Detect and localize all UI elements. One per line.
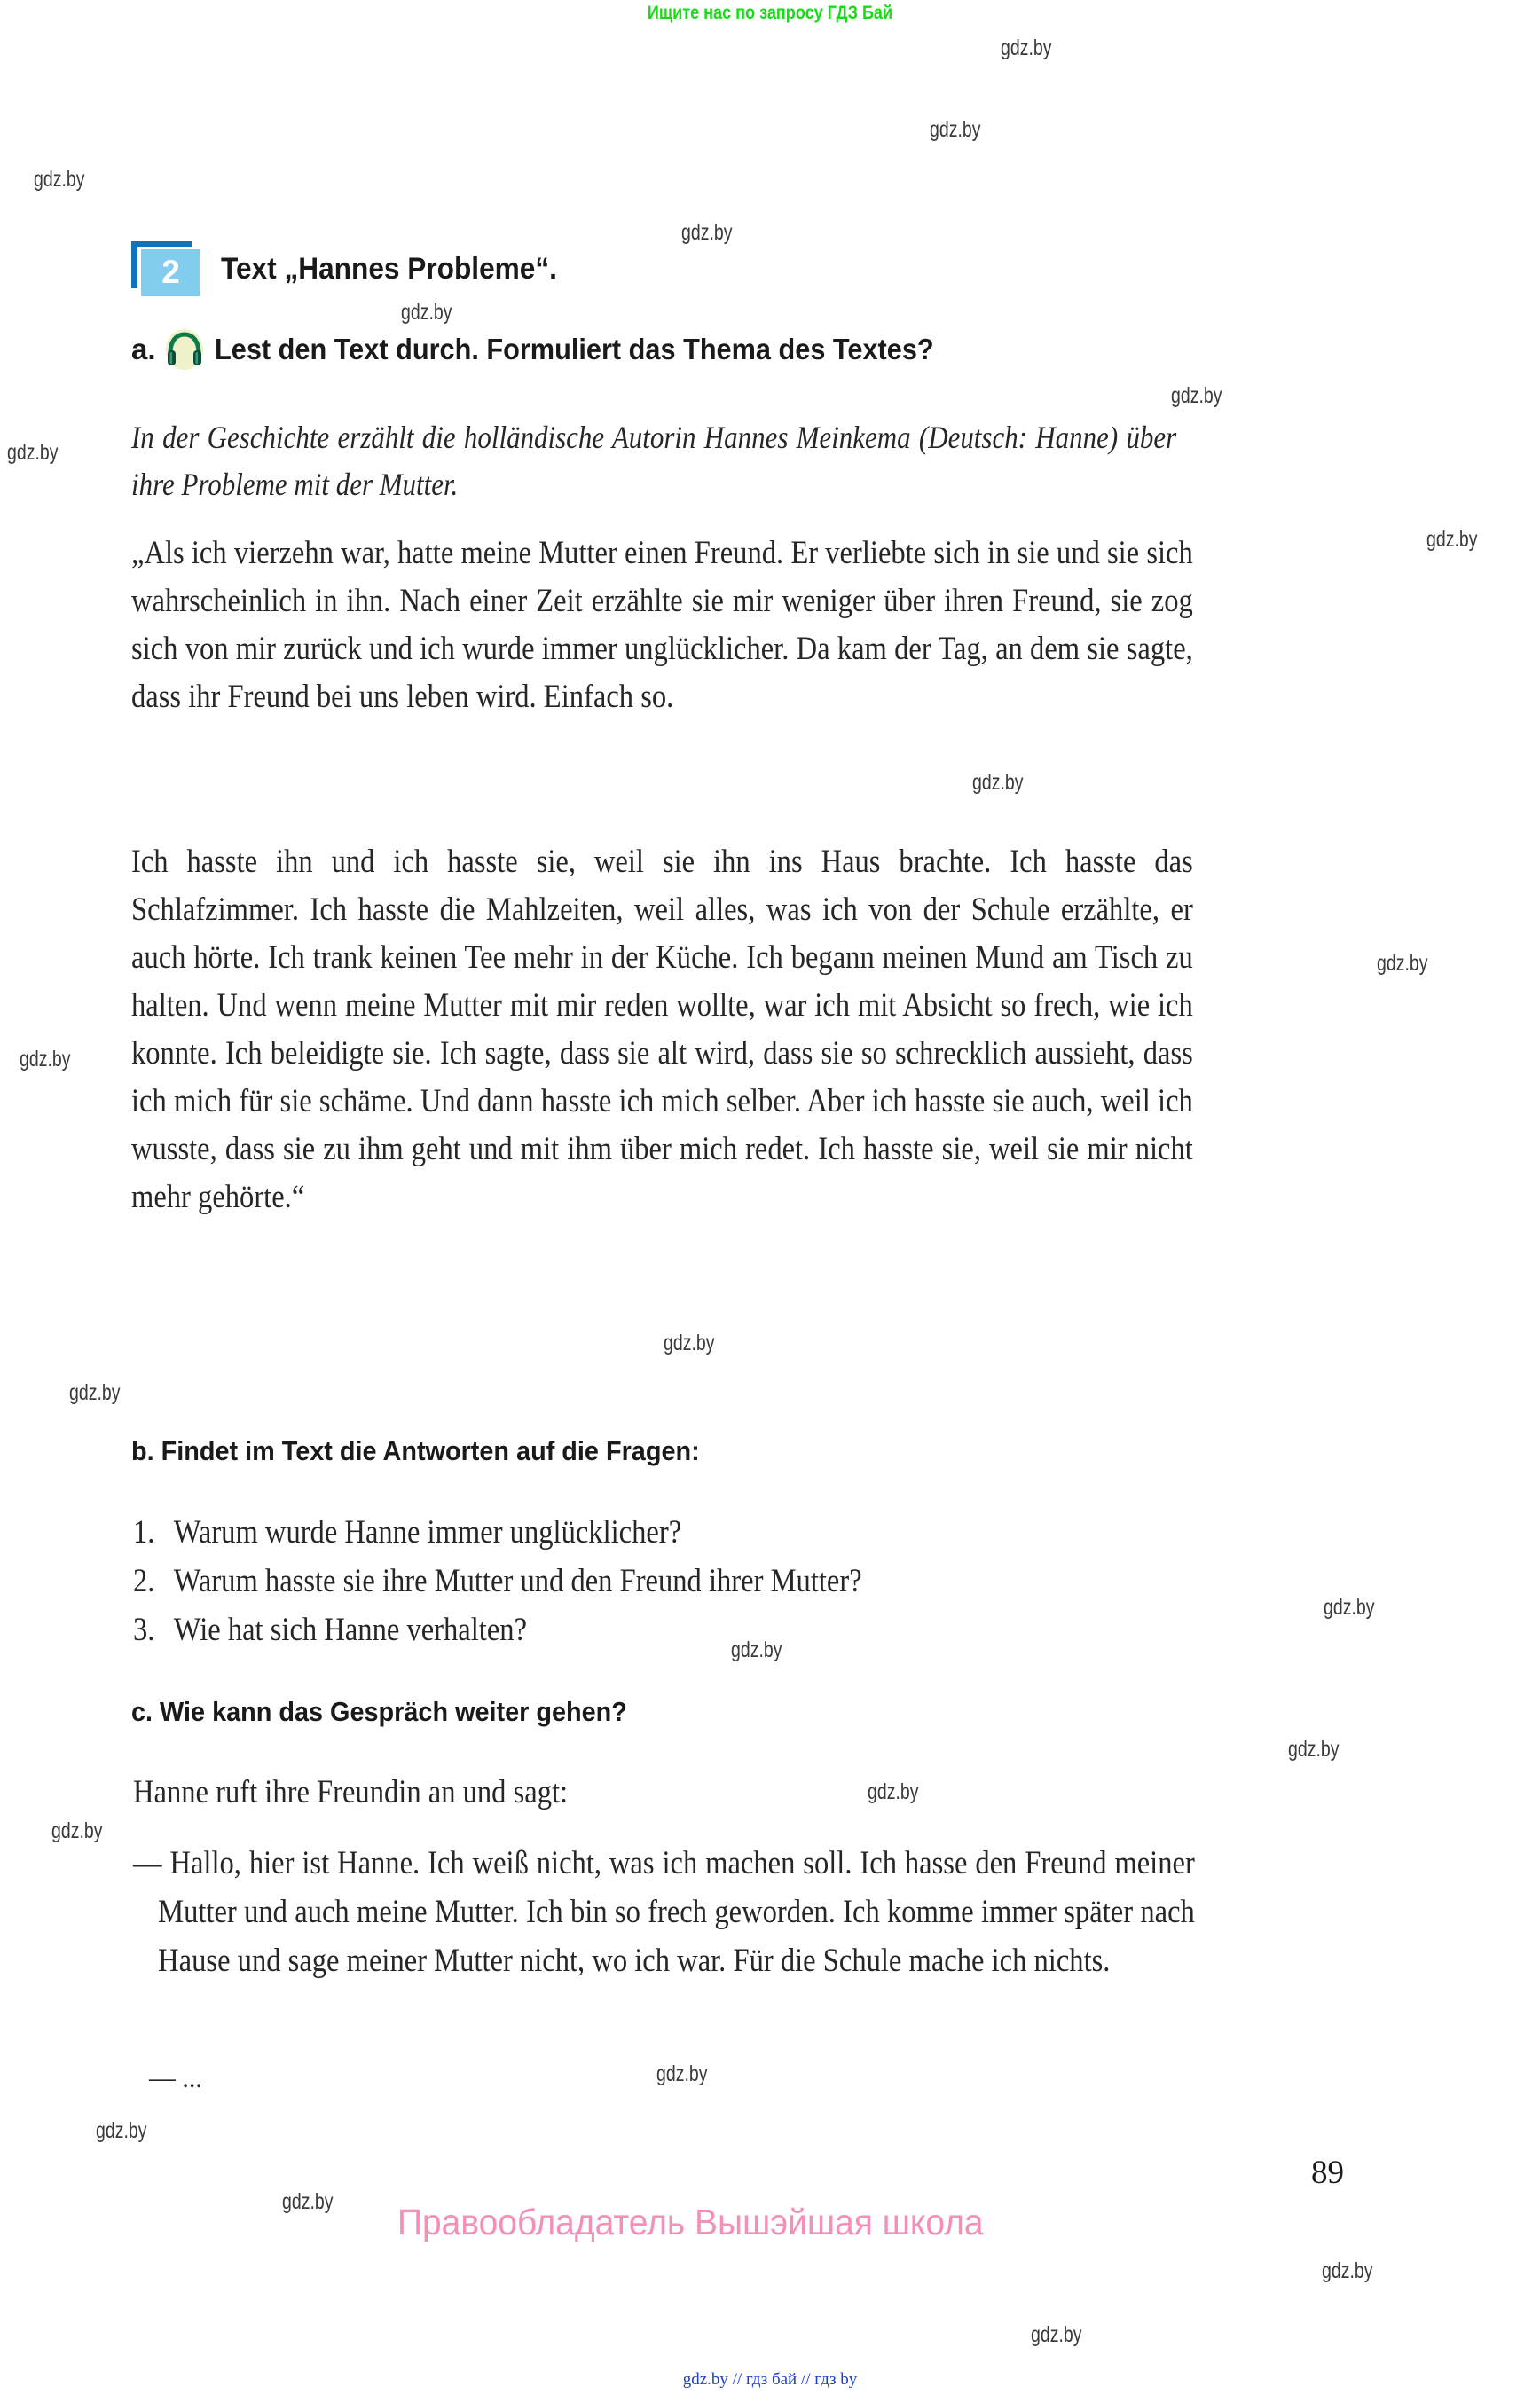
dialogue-line: — ... [149,2061,202,2094]
watermark: gdz.by [51,1818,103,1843]
watermark: gdz.by [1001,35,1052,60]
question-text: Warum wurde Hanne immer unglücklicher? [173,1514,682,1551]
subtask-a-heading [131,328,987,371]
watermark: gdz.by [1324,1595,1375,1620]
copyright-watermark: Правообладатель Вышэйшая школа [397,2202,984,2242]
subtask-b-heading: b. Findet im Text die Antworten auf die Fragen: [131,1435,700,1466]
question-text: Wie hat sich Hanne verhalten? [173,1612,528,1648]
page-number: 89 [1311,2155,1344,2191]
watermark: gdz.by [1288,1737,1340,1762]
watermark: gdz.by [868,1779,919,1804]
story-paragraph: Ich hasste ihn und ich hasste sie, weil sie ihn ins Haus brachte. Ich hasste das Schlafzimmer. Ich hasste die Mahlzeiten, weil alles, was ich von der Schule erzählte, er auch hörte. Ich trank keinen Tee mehr in der Küche. Ich begann meinen Mund am Tisch zu halten. Und wenn meine Mutter mit mir reden wollte, war ich mit Absicht so frech, wie ich konnte. Ich beleidigte sie. Ich sagte, dass sie alt wird, dass sie so schrecklich aussieht, dass ich mich für sie schäme. Und dann hasste ich mich selber. Aber ich hasste sie auch, weil ich wusste, dass sie zu ihm geht und mit ihm über mich redet. Ich hasste sie, weil sie mir nicht mehr gehörte.“ [131,844,1193,1215]
list-item [133,1606,1242,1654]
subtask-a-letter: a. [131,333,156,365]
dialogue-lead-in: Hanne ruft ihre Freundin an und sagt: [133,1774,569,1810]
dialogue-line: — Hallo, hier ist Hanne. Ich weiß nicht, was ich machen soll. Ich hasse den Freund meiner Mutter und auch meine Mutter. Ich bin so frech geworden. Ich komme immer später nach Hause und sage meiner Mutter nicht, wo ich war. Für die Schule mache ich nichts. [133,1845,1195,1979]
question-text: Warum hasste sie ihre Mutter und den Freund ihrer Mutter? [173,1563,862,1599]
watermark: gdz.by [1377,951,1428,976]
story-intro: In der Geschichte erzählt die holländische Autorin Hannes Meinkema (Deutsch: Hanne) über ihre Probleme mit der Mutter. [131,420,1177,502]
watermark: gdz.by [1426,527,1478,552]
watermark: gdz.by [972,770,1024,795]
watermark: gdz.by [282,2189,334,2214]
question-list [133,1508,1242,1654]
watermark: gdz.by [1322,2258,1373,2283]
watermark: gdz.by [401,300,452,325]
watermark: gdz.by [96,2118,147,2143]
watermark: gdz.by [664,1331,715,1355]
watermark: gdz.by [681,220,733,245]
exercise-number-badge [131,241,200,296]
watermark: gdz.by [7,440,59,465]
watermark: gdz.by [1171,383,1222,408]
subtask-c-heading: c. Wie kann das Gespräch weiter gehen? [131,1696,627,1727]
exercise-header [131,241,583,296]
subtask-a-label: Lest den Text durch. Formuliert das Thema des Textes? [214,333,934,365]
question-number: 1. [133,1514,155,1551]
badge-front-layer [141,249,200,296]
watermark: gdz.by [930,117,981,142]
question-number: 3. [133,1612,155,1648]
list-item [133,1557,1242,1606]
footer-links: gdz.by // гдз бай // гдз by [682,2370,858,2389]
headphones-icon [163,328,206,371]
watermark: gdz.by [1031,2322,1082,2347]
list-item [133,1508,1242,1557]
watermark: gdz.by [731,1637,782,1662]
question-number: 2. [133,1563,155,1599]
watermark: gdz.by [656,2061,708,2086]
watermark: gdz.by [69,1380,121,1405]
dialogue-block [133,1839,1195,1985]
exercise-title: Text „Hannes Probleme“. [221,251,557,286]
promo-banner: Ищите нас по запросу ГДЗ Бай [647,3,893,23]
watermark: gdz.by [20,1047,71,1072]
exercise-number: 2 [161,254,180,290]
story-paragraph: „Als ich vierzehn war, hatte meine Mutter einen Freund. Er verliebte sich in sie und sie sich wahrscheinlich in ihn. Nach einer Zeit erzählte sie mir weniger über ihren Freund, sie zog sich von mir zurück und ich wurde immer unglücklicher. Da kam der Tag, an dem sie sagte, dass ihr Freund bei uns leben wird. Einfach so. [131,535,1193,715]
watermark: gdz.by [34,167,85,192]
